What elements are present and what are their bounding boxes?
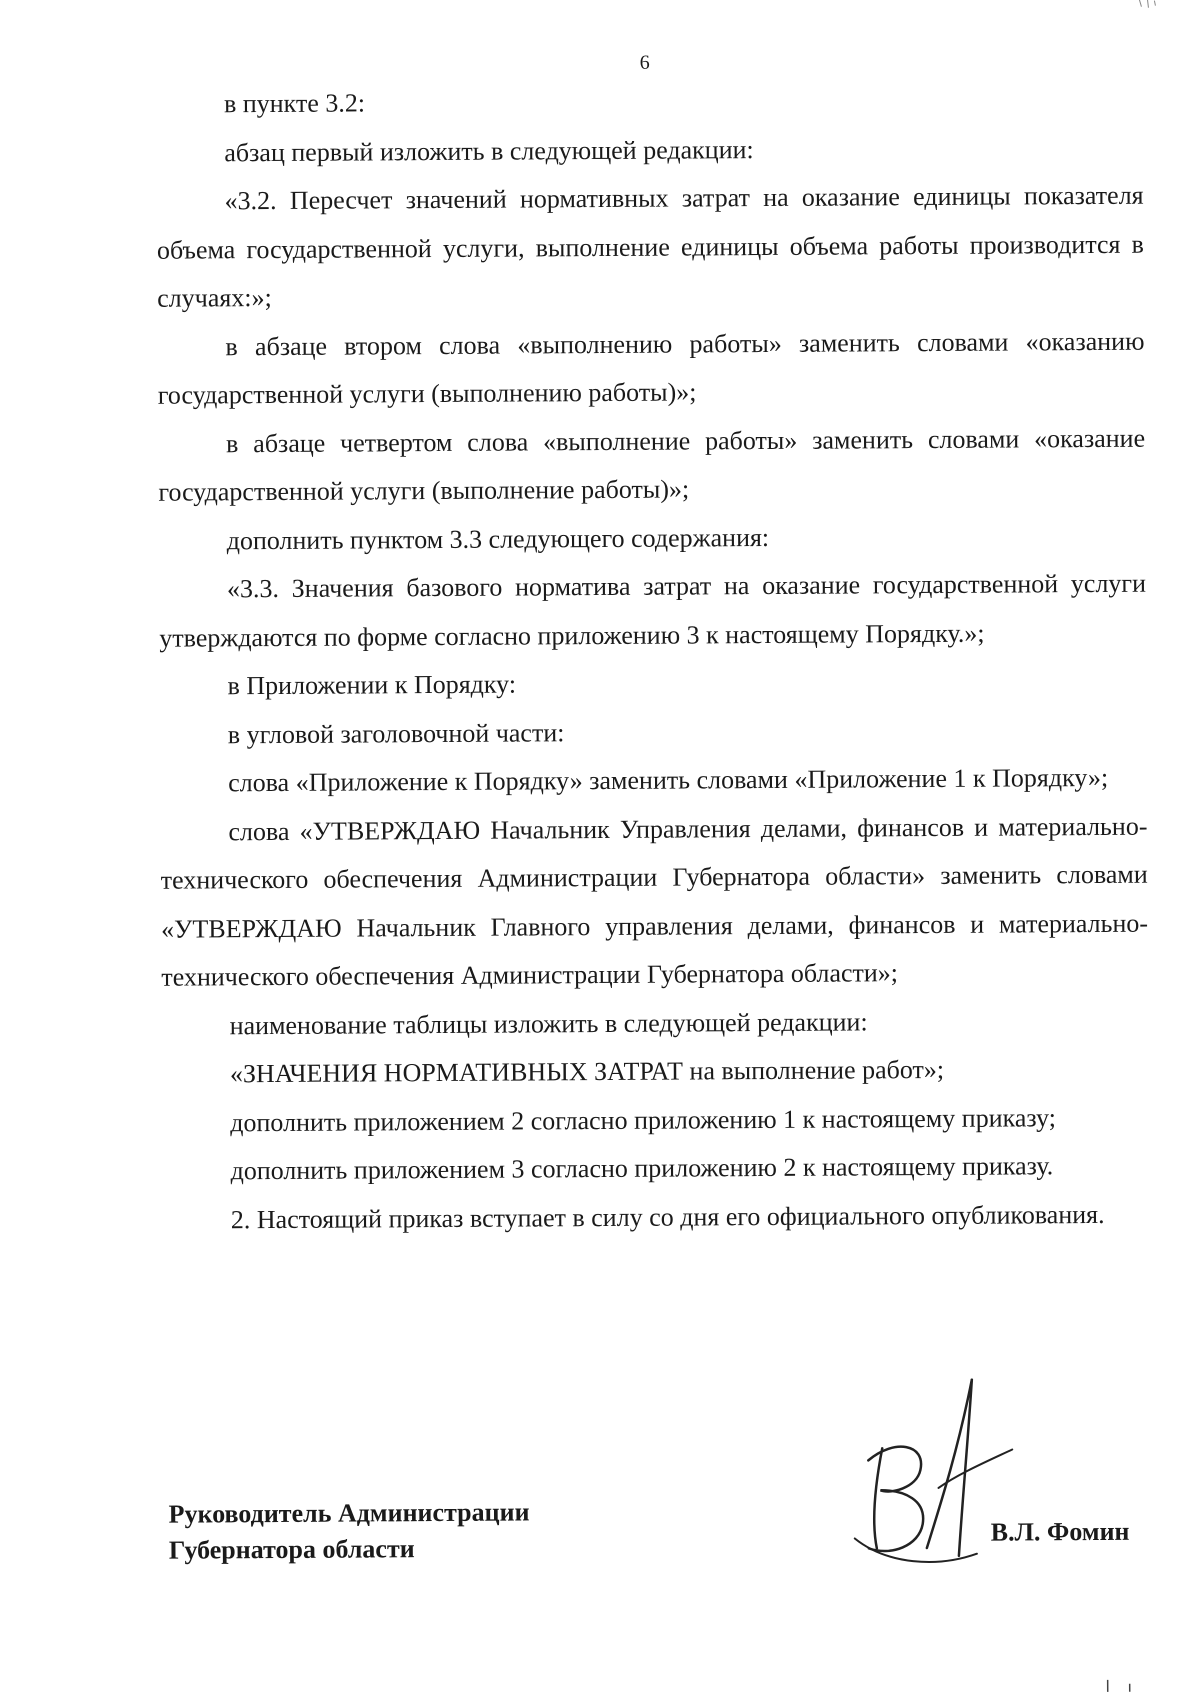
- signature-position: [169, 1494, 530, 1568]
- paragraph: в абзаце четвертом слова «выполнение работы» заменить словами «оказание государственной услуги (выполнение работы)»;: [158, 423, 1146, 507]
- paragraph: абзац первый изложить в следующей редакции:: [224, 134, 754, 167]
- paragraph: «3.3. Значения базового норматива затрат на оказание государственной услуги утверждаются по форме согласно приложению 3 к настоящему Порядку.»;: [159, 568, 1147, 653]
- paragraph: 2. Настоящий приказ вступает в силу со дня его официального опубликования.: [230, 1199, 1105, 1234]
- scan-corner-mark: [1135, 0, 1159, 11]
- paragraph: дополнить пунктом 3.3 следующего содержания:: [226, 522, 770, 555]
- paragraph: в угловой заголовочной части:: [227, 717, 565, 749]
- paragraph: дополнить приложением 2 согласно приложению 1 к настоящему приказу;: [230, 1102, 1057, 1137]
- paragraph: в пункте 3.2:: [223, 88, 366, 119]
- paragraph: в абзаце втором слова «выполнению работы» заменить словами «оказанию государственной услуги (выполнению работы)»;: [157, 326, 1145, 410]
- paragraph: «ЗНАЧЕНИЯ НОРМАТИВНЫХ ЗАТРАТ на выполнение работ»;: [229, 1054, 945, 1089]
- page-number: 6: [639, 51, 650, 74]
- paragraph: дополнить приложением 3 согласно приложению 2 к настоящему приказу.: [230, 1151, 1054, 1186]
- paragraph: «3.2. Пересчет значений нормативных затрат на оказание единицы показателя объема государственной услуги, выполнение единицы объема работы производится в случаях:»;: [156, 180, 1144, 313]
- paragraph: слова «Приложение к Порядку» заменить словами «Приложение 1 к Порядку»;: [228, 762, 1109, 798]
- signer-name: В.Л. Фомин: [990, 1516, 1130, 1547]
- document-body: [156, 75, 1150, 1245]
- paragraph: слова «УТВЕРЖДАЮ Начальник Управления делами, финансов и материально-технического обеспечения Администрации Губернатора области» заменить словами «УТВЕРЖДАЮ Начальник Главного управления делами, финансов и материально-технического обеспечения Администрации Губернатора области»;: [160, 811, 1149, 992]
- scan-edge-mark: [1100, 1678, 1140, 1694]
- paragraph: в Приложении к Порядку:: [227, 669, 517, 701]
- paragraph: наименование таблицы изложить в следующей редакции:: [229, 1006, 868, 1040]
- signer-position-line: Губернатора области: [168, 1534, 415, 1565]
- signer-position-line: Руководитель Администрации: [168, 1497, 530, 1529]
